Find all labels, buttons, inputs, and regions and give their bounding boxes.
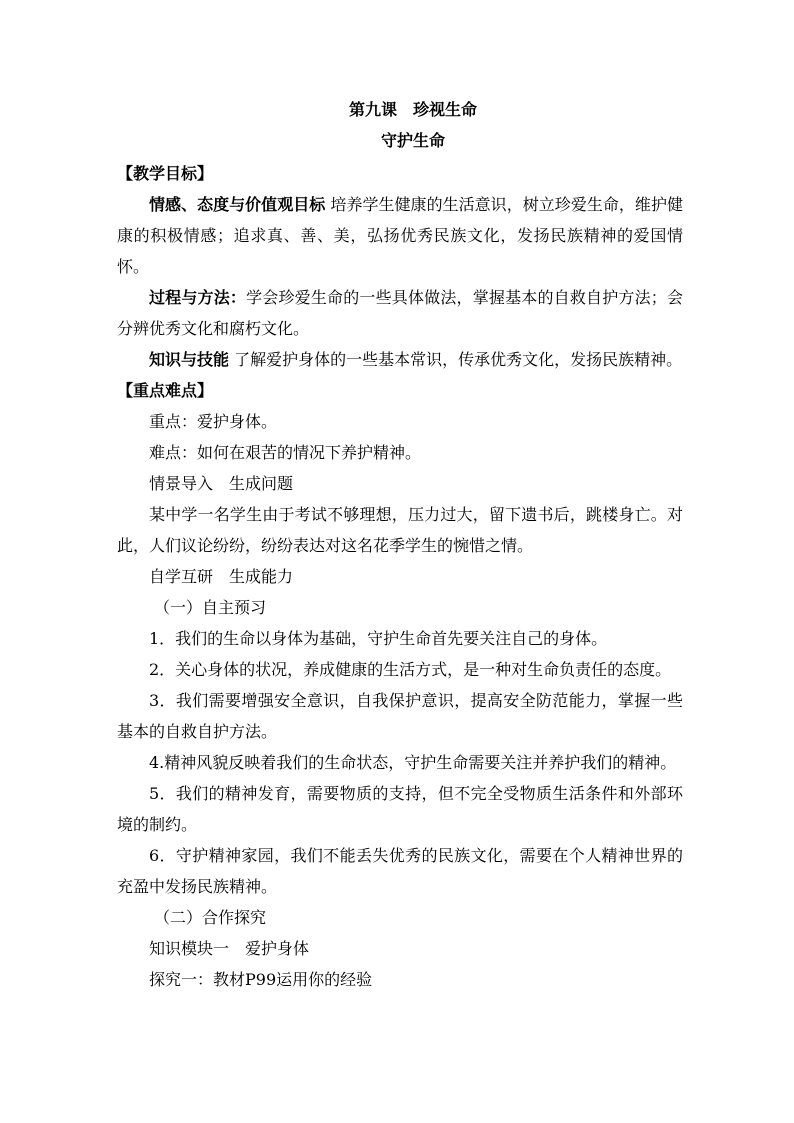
intro-text: 某中学一名学生由于考试不够理想，压力过大，留下遗书后，跳楼身亡。对此，人们议论纷纷，纷纷表达对这名花季学生的惋惜之情。 [117, 505, 683, 555]
document-body [117, 158, 683, 995]
knowledge-module-heading: 知识模块一 爱护身体 [149, 939, 310, 958]
key-points-heading: 【重点难点】 [117, 381, 214, 400]
list-item: 3．我们需要增强安全意识，自我保护意识，提高安全防范能力，掌握一些基本的自救自护方法。 [117, 691, 683, 741]
lesson-title: 第九课 珍视生命 [348, 100, 477, 119]
lesson-subtitle: 守护生命 [380, 131, 445, 150]
objective-process [117, 282, 683, 344]
objective-emotion-text: 培养学生健康的生活意识，树立珍爱生命，维护健康的积极情感；追求真、善、美，弘扬优秀民族文化，发扬民族精神的爱国情怀。 [117, 195, 683, 276]
list-item: 4.精神风貌反映着我们的生命状态，守护生命需要关注并养护我们的精神。 [149, 753, 677, 772]
self-study-heading: 自学互研 生成能力 [149, 567, 294, 586]
objective-process-label: 过程与方法： [149, 288, 247, 307]
objective-process-text: 学会珍爱生命的一些具体做法，掌握基本的自救自护方法；会分辨优秀文化和腐朽文化。 [117, 288, 683, 338]
list-item: 5．我们的精神发育，需要物质的支持，但不完全受物质生活条件和外部环境的制约。 [117, 784, 683, 834]
difficult-point: 难点：如何在艰苦的情况下养护精神。 [149, 443, 422, 462]
cooperation-heading: （二）合作探究 [154, 908, 267, 927]
objective-emotion-label: 情感、态度与价值观目标 [149, 195, 326, 214]
objective-knowledge-label: 知识与技能 [149, 350, 230, 369]
key-point: 重点：爱护身体。 [149, 412, 278, 431]
list-item: 1．我们的生命以身体为基础，守护生命首先要关注自己的身体。 [149, 629, 608, 648]
objective-emotion [117, 189, 683, 282]
intro-heading: 情景导入 生成问题 [149, 474, 294, 493]
objective-knowledge [117, 344, 683, 375]
objective-knowledge-text: 了解爱护身体的一些基本常识，传承优秀文化，发扬民族精神。 [234, 350, 683, 369]
explore-one: 探究一：教材P99运用你的经验 [149, 970, 373, 989]
list-item: 2．关心身体的状况，养成健康的生活方式，是一种对生命负责任的态度。 [149, 660, 672, 679]
list-item: 6．守护精神家园，我们不能丢失优秀的民族文化，需要在个人精神世界的充盈中发扬民族精神。 [117, 846, 683, 896]
objectives-heading: 【教学目标】 [117, 164, 214, 183]
self-study-subheading: （一）自主预习 [154, 598, 267, 617]
